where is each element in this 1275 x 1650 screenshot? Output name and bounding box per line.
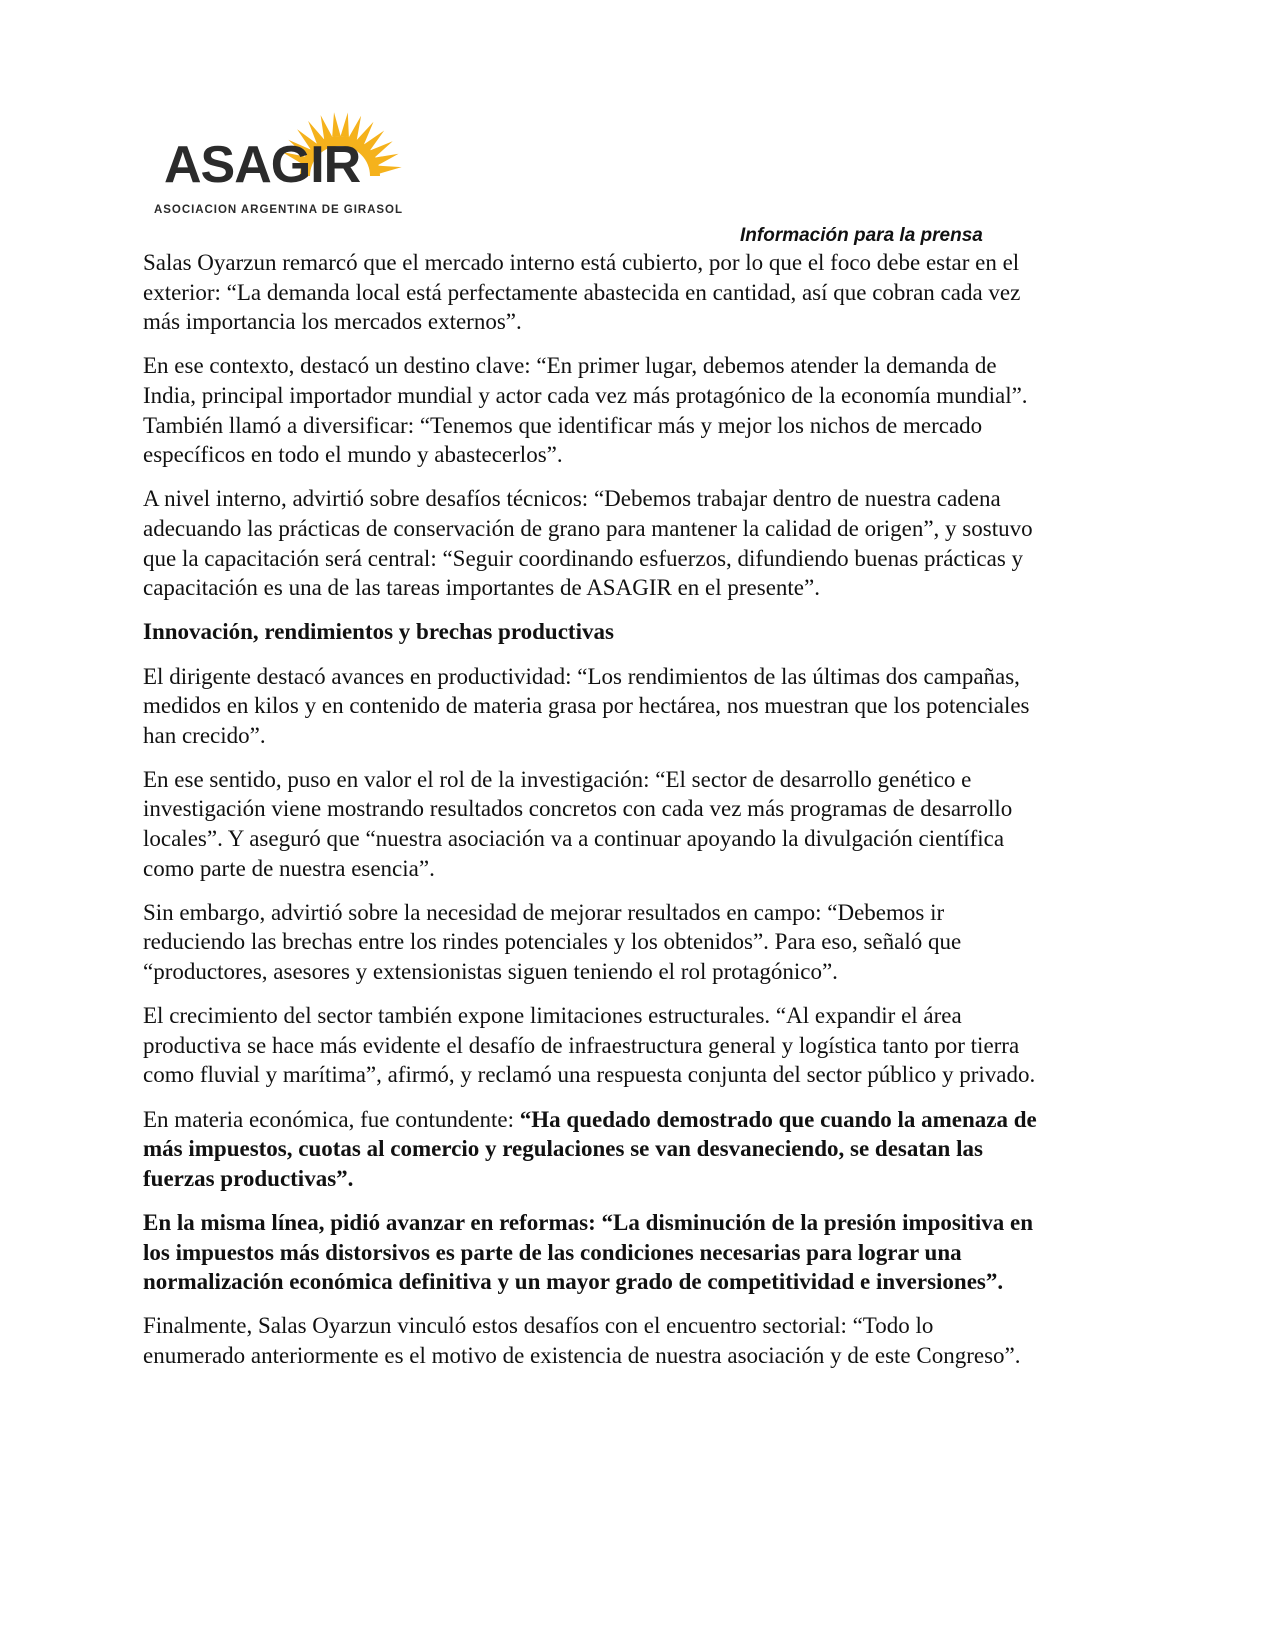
- paragraph: [143, 484, 1103, 602]
- text-segment: Salas Oyarzun remarcó que el mercado interno está cubierto, por lo que el foco debe estar en el: [143, 250, 1020, 275]
- text-segment: “productores, asesores y extensionistas siguen teniendo el rol protagónico”.: [143, 959, 838, 985]
- bold-text: más impuestos, cuotas al comercio y regulaciones se van desvaneciendo, se desatan las: [143, 1136, 983, 1162]
- text-line: [143, 1060, 1103, 1090]
- text-segment: locales”. Y aseguró que “nuestra asociación va a continuar apoyando la divulgación científica: [143, 826, 1005, 852]
- paragraph: [143, 1105, 1103, 1194]
- text-line: [143, 278, 1103, 308]
- bold-text: En la misma línea, pidió avanzar en reformas: “La disminución de la presión impositiva en: [143, 1209, 1034, 1235]
- text-line: [143, 617, 1103, 647]
- text-line: [143, 1341, 1103, 1371]
- text-line: [143, 307, 1103, 337]
- text-line: [143, 351, 1103, 381]
- text-line: [143, 381, 1103, 411]
- text-line: [143, 1001, 1103, 1031]
- text-line: [143, 1031, 1103, 1061]
- text-segment: medidos en kilos y en contenido de materia grasa por hectárea, nos muestran que los potenciales: [143, 693, 1030, 719]
- text-segment: Finalmente, Salas Oyarzun vinculó estos desafíos con el encuentro sectorial: “Todo lo: [143, 1313, 934, 1339]
- text-line: [143, 411, 1103, 441]
- bold-text: Innovación, rendimientos y brechas productivas: [143, 619, 614, 645]
- asagir-logo: [150, 82, 420, 232]
- text-segment: han crecido”.: [143, 722, 266, 748]
- text-line: [143, 573, 1103, 603]
- text-segment: investigación viene mostrando resultados concretos con cada vez más programas de desarrollo: [143, 796, 1013, 822]
- paragraph: [143, 1208, 1103, 1297]
- text-segment: En materia económica, fue contundente:: [143, 1106, 520, 1132]
- text-line: [143, 1238, 1103, 1268]
- text-segment: También llamó a diversificar: “Tenemos que identificar más y mejor los nichos de mercado: [143, 412, 983, 438]
- text-line: [143, 898, 1103, 928]
- text-segment: como fluvial y marítima”, afirmó, y reclamó una respuesta conjunta del sector público y privado.: [143, 1062, 1036, 1088]
- text-line: [143, 544, 1103, 574]
- svg-text:ASAGIR: ASAGIR: [164, 136, 361, 194]
- text-segment: En ese contexto, destacó un destino clave: “En primer lugar, debemos atender la demanda de: [143, 353, 997, 379]
- text-line: [143, 484, 1103, 514]
- text-segment: adecuando las prácticas de conservación de grano para mantener la calidad de origen”, y sostuvo: [143, 515, 1033, 541]
- text-segment: India, principal importador mundial y actor cada vez más protagónico de la economía mundial”.: [143, 382, 1028, 408]
- text-line: [143, 794, 1103, 824]
- text-line: [143, 824, 1103, 854]
- text-segment: enumerado anteriormente es el motivo de existencia de nuestra asociación y de este Congreso”.: [143, 1342, 1021, 1368]
- text-line: [143, 927, 1103, 957]
- text-segment: como parte de nuestra esencia”.: [143, 855, 435, 881]
- paragraph: [143, 248, 1103, 337]
- document-body: [143, 248, 1103, 1385]
- bold-text: los impuestos más distorsivos es parte de las condiciones necesarias para lograr una: [143, 1239, 962, 1265]
- paragraph: [143, 898, 1103, 987]
- text-line: [143, 662, 1103, 692]
- text-segment: específicos en todo el mundo y abastecerlos”.: [143, 442, 563, 468]
- paragraph: [143, 1311, 1103, 1370]
- bold-text: normalización económica definitiva y un mayor grado de competitividad e inversiones”.: [143, 1269, 1004, 1295]
- text-line: [143, 957, 1103, 987]
- text-segment: El crecimiento del sector también expone limitaciones estructurales. “Al expandir el área: [143, 1003, 962, 1029]
- text-segment: El dirigente destacó avances en productividad: “Los rendimientos de las últimas dos campañas,: [143, 663, 1020, 689]
- bold-text: fuerzas productivas”.: [143, 1165, 354, 1191]
- text-line: [143, 1208, 1103, 1238]
- text-line: [143, 440, 1103, 470]
- text-line: [143, 1267, 1103, 1297]
- text-segment: más importancia los mercados externos”.: [143, 309, 522, 335]
- svg-text:ASOCIACION ARGENTINA DE GIRASO: ASOCIACION ARGENTINA DE GIRASOL: [154, 204, 402, 216]
- text-line: [143, 854, 1103, 884]
- text-segment: A nivel interno, advirtió sobre desafíos técnicos: “Debemos trabajar dentro de nuestra cadena: [143, 486, 1001, 512]
- section-heading: [143, 617, 1103, 647]
- text-segment: exterior: “La demanda local está perfectamente abastecida en cantidad, así que cobran cada vez: [143, 279, 1021, 305]
- sunflower-logo-icon: [150, 82, 420, 232]
- text-segment: reduciendo las brechas entre los rindes potenciales y los obtenidos”. Para eso, señaló que: [143, 929, 962, 955]
- text-segment: Sin embargo, advirtió sobre la necesidad de mejorar resultados en campo: “Debemos ir: [143, 899, 945, 925]
- text-line: [143, 1311, 1103, 1341]
- text-line: [143, 691, 1103, 721]
- text-segment: En ese sentido, puso en valor el rol de la investigación: “El sector de desarrollo genético e: [143, 766, 972, 792]
- text-line: [143, 514, 1103, 544]
- press-info-label: Información para la prensa: [740, 225, 983, 246]
- text-segment: que la capacitación será central: “Seguir coordinando esfuerzos, difundiendo buenas prácticas y: [143, 545, 1024, 571]
- text-line: [143, 1164, 1103, 1194]
- paragraph: [143, 662, 1103, 751]
- paragraph: [143, 351, 1103, 469]
- text-segment: capacitación es una de las tareas importantes de ASAGIR en el presente”.: [143, 575, 820, 601]
- text-line: [143, 721, 1103, 751]
- text-segment: productiva se hace más evidente el desafío de infraestructura general y logística tanto por tierra: [143, 1032, 1020, 1058]
- text-line: [143, 1105, 1103, 1135]
- text-line: [143, 1134, 1103, 1164]
- paragraph: [143, 1001, 1103, 1090]
- bold-text: “Ha quedado demostrado que cuando la amenaza de: [519, 1106, 1037, 1132]
- paragraph: [143, 765, 1103, 883]
- text-line: [143, 248, 1103, 278]
- text-line: [143, 765, 1103, 795]
